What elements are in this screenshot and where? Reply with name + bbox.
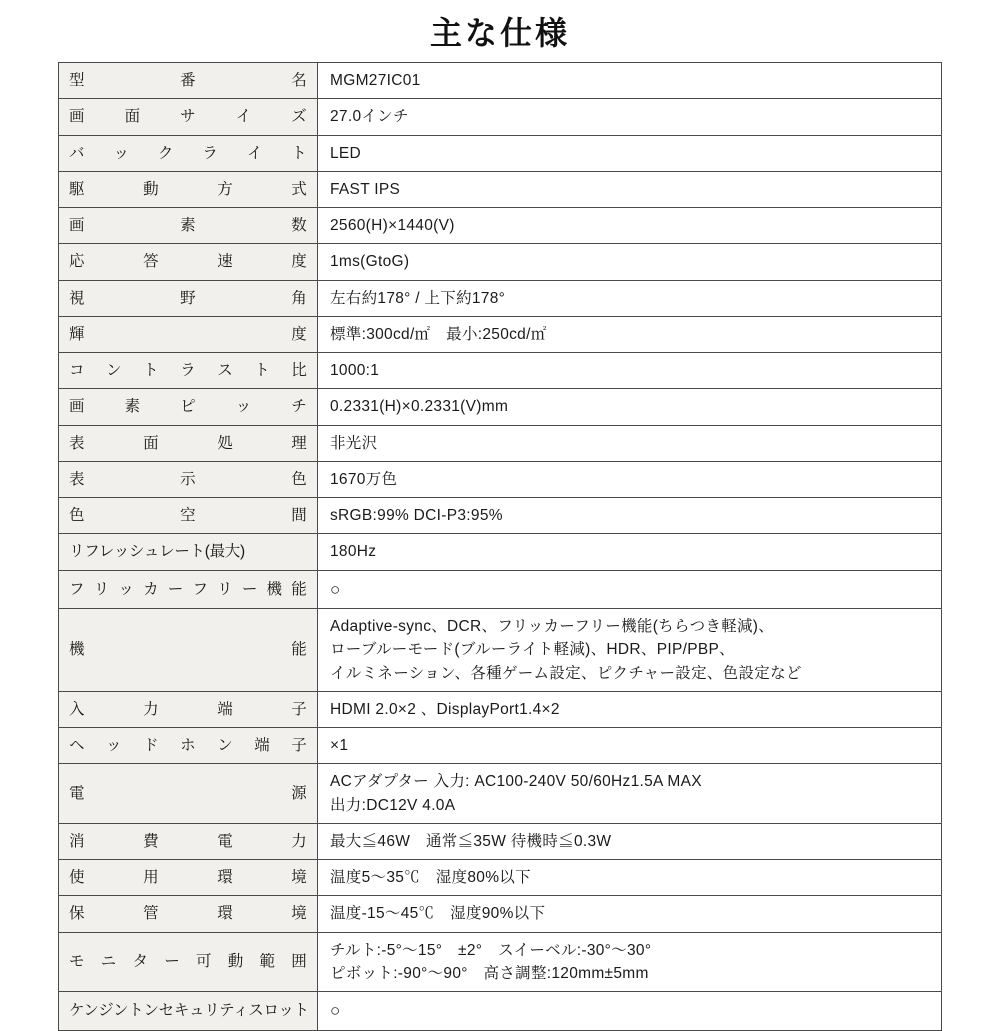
spec-label: [59, 171, 318, 207]
spec-label: [59, 498, 318, 534]
spec-value: [318, 609, 942, 692]
spec-label-text: 色 空 間: [69, 507, 307, 524]
spec-label-text: 画 素 ピ ッ チ: [69, 398, 307, 416]
spec-label-text: 消 費 電 力: [69, 832, 307, 850]
spec-label: [59, 425, 318, 461]
spec-label: [59, 896, 318, 932]
spec-value: [318, 534, 942, 570]
spec-value-line: 左右約178° / 上下約178°: [330, 289, 506, 307]
spec-label-text: ケンジントンセキュリティスロット: [69, 1002, 309, 1020]
table-row: [59, 932, 942, 992]
spec-label-text: 使 用 環 境: [69, 869, 307, 886]
spec-label-text: 輝 度: [69, 325, 307, 343]
spec-value: [318, 425, 942, 461]
table-row: [59, 764, 942, 824]
spec-value-line: Adaptive-sync、DCR、フリッカーフリー機能(ちらつき軽減)、: [330, 618, 775, 635]
spec-value: [318, 764, 942, 824]
spec-value-line: 標準:300cd/㎡ 最小:250cd/㎡: [330, 325, 547, 343]
spec-label-text: 表 示 色: [69, 470, 307, 488]
table-row: [59, 896, 942, 932]
spec-label: [59, 728, 318, 764]
spec-value-line: ローブルーモード(ブルーライト軽減)、HDR、PIP/PBP、: [330, 641, 735, 659]
spec-label: [59, 389, 318, 425]
spec-value-line: 1ms(GtoG): [330, 253, 410, 271]
spec-label-text: 画 面 サ イ ズ: [69, 108, 307, 126]
spec-value: [318, 860, 942, 896]
table-row: [59, 860, 942, 896]
spec-label-text: 表 面 処 理: [69, 434, 307, 452]
spec-label: [59, 609, 318, 692]
spec-value: [318, 461, 942, 497]
spec-label-text: コ ン ト ラ ス ト 比: [69, 362, 307, 379]
spec-table-container: [0, 62, 1000, 1031]
table-row: [59, 171, 942, 207]
table-row: [59, 609, 942, 692]
spec-value-line: ○: [330, 1001, 341, 1020]
spec-value: [318, 498, 942, 534]
spec-value: [318, 353, 942, 389]
spec-label-text: 駆 動 方 式: [69, 180, 307, 198]
page-title: 主な仕様: [429, 15, 570, 51]
spec-label-text: フ リ ッ カ ー フ リ ー 機 能: [69, 580, 307, 598]
spec-value-line: イルミネーション、各種ゲーム設定、ピクチャー設定、色設定など: [330, 664, 802, 682]
spec-value-line: 0.2331(H)×0.2331(V)mm: [330, 398, 509, 416]
table-row: [59, 99, 942, 135]
spec-label: [59, 534, 318, 570]
spec-value-line: チルト:-5°〜15° ±2° スイーベル:-30°〜30°: [330, 941, 652, 959]
spec-value: [318, 896, 942, 932]
spec-label-text: 機 能: [69, 641, 307, 659]
spec-label-text: リフレッシュレート(最大): [69, 543, 245, 561]
spec-value-line: 温度5〜35℃ 湿度80%以下: [330, 869, 531, 886]
spec-value-line: 非光沢: [330, 434, 378, 452]
spec-value-line: 180Hz: [330, 543, 377, 561]
table-row: [59, 992, 942, 1031]
spec-value: [318, 728, 942, 764]
spec-value: [318, 63, 942, 99]
spec-label: [59, 99, 318, 135]
spec-value-line: 出力:DC12V 4.0A: [330, 796, 456, 814]
table-row: [59, 208, 942, 244]
spec-value: [318, 208, 942, 244]
table-row: [59, 63, 942, 99]
spec-value-line: ○: [330, 579, 341, 599]
spec-value-line: 27.0インチ: [330, 108, 409, 126]
spec-value-line: 最大≦46W 通常≦35W 待機時≦0.3W: [330, 832, 612, 850]
specifications-table: [58, 62, 942, 1031]
spec-label: [59, 860, 318, 896]
table-row: [59, 316, 942, 352]
table-row: [59, 425, 942, 461]
table-row: [59, 389, 942, 425]
table-row: [59, 135, 942, 171]
spec-label-text: 入 力 端 子: [69, 700, 307, 718]
spec-label-text: 視 野 角: [69, 289, 307, 307]
spec-label: [59, 992, 318, 1031]
spec-value-line: 1670万色: [330, 470, 398, 488]
table-row: [59, 244, 942, 280]
spec-value-line: sRGB:99% DCI-P3:95%: [330, 507, 503, 524]
spec-label: [59, 135, 318, 171]
spec-value-line: FAST IPS: [330, 180, 401, 198]
spec-value-line: 1000:1: [330, 362, 380, 379]
spec-value: [318, 570, 942, 609]
spec-value-line: MGM27IC01: [330, 72, 421, 89]
spec-label: [59, 280, 318, 316]
spec-label-text: 応 答 速 度: [69, 253, 307, 271]
table-row: [59, 353, 942, 389]
spec-value: [318, 244, 942, 280]
spec-value: [318, 823, 942, 859]
table-row: [59, 461, 942, 497]
table-row: [59, 691, 942, 727]
spec-label-text: 画 素 数: [69, 217, 307, 234]
spec-label: [59, 461, 318, 497]
spec-value-line: ACアダプター 入力: AC100-240V 50/60Hz1.5A MAX: [330, 773, 702, 791]
spec-label-text: モ ニ タ ー 可 動 範 囲: [69, 953, 307, 971]
spec-value-line: LED: [330, 144, 362, 162]
table-row: [59, 534, 942, 570]
spec-label: [59, 691, 318, 727]
spec-value: [318, 389, 942, 425]
spec-label-text: ヘ ッ ド ホ ン 端 子: [69, 737, 307, 754]
spec-value-line: ×1: [330, 737, 349, 754]
spec-label: [59, 316, 318, 352]
spec-value: [318, 280, 942, 316]
table-row: [59, 498, 942, 534]
spec-value: [318, 932, 942, 992]
spec-value: [318, 691, 942, 727]
spec-label-text: バ ッ ク ラ イ ト: [69, 144, 307, 162]
table-row: [59, 570, 942, 609]
spec-label: [59, 208, 318, 244]
table-row: [59, 823, 942, 859]
spec-label-text: 保 管 環 境: [69, 905, 307, 923]
spec-label: [59, 244, 318, 280]
spec-label: [59, 932, 318, 992]
spec-value: [318, 135, 942, 171]
spec-value-line: HDMI 2.0×2 、DisplayPort1.4×2: [330, 700, 560, 718]
spec-label: [59, 823, 318, 859]
spec-value: [318, 992, 942, 1031]
spec-value: [318, 171, 942, 207]
spec-value: [318, 99, 942, 135]
spec-label: [59, 63, 318, 99]
spec-label: [59, 353, 318, 389]
spec-value-line: 2560(H)×1440(V): [330, 217, 455, 234]
spec-value: [318, 316, 942, 352]
spec-label: [59, 764, 318, 824]
spec-label-text: 型 番 名: [69, 72, 307, 89]
spec-label-text: 電 源: [69, 784, 307, 802]
spec-label: [59, 570, 318, 609]
spec-value-line: ピボット:-90°〜90° 高さ調整:120mm±5mm: [330, 964, 649, 982]
spec-value-line: 温度-15〜45℃ 湿度90%以下: [330, 905, 546, 923]
table-row: [59, 280, 942, 316]
table-row: [59, 728, 942, 764]
